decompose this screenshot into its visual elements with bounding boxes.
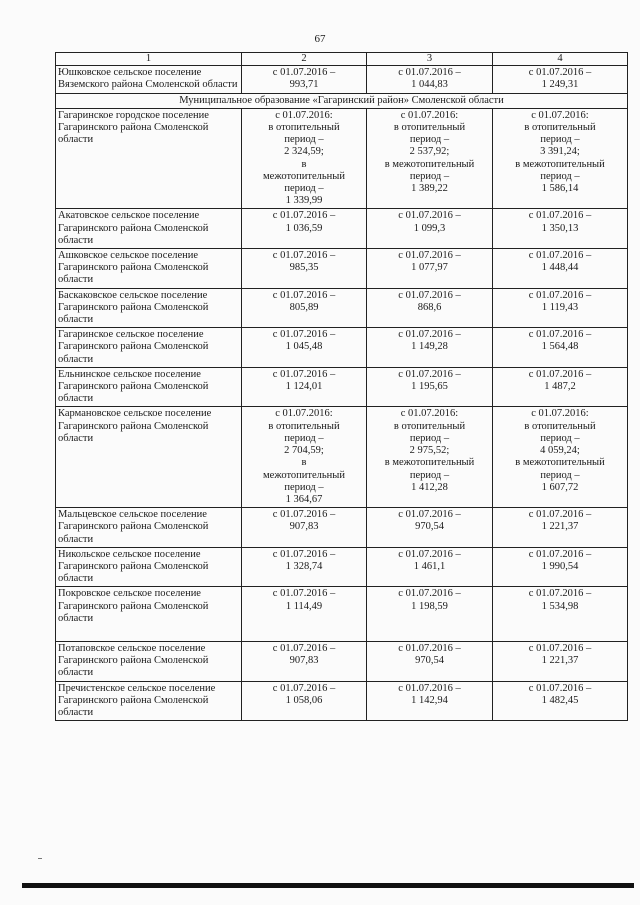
tariff-line: с 01.07.2016 –: [398, 509, 461, 521]
tariff-cell-v3: [367, 66, 493, 93]
tariff-cell-v3: [367, 587, 493, 642]
table-row: [56, 407, 628, 508]
table-row: [56, 108, 628, 209]
tariff-line: с 01.07.2016 –: [528, 210, 592, 222]
table-body-before: [56, 66, 628, 93]
tariff-line: с 01.07.2016 –: [272, 250, 336, 262]
tariff-line: в межотопительный: [384, 158, 475, 170]
settlement-name: Кармановское сельское поселение Гагаринского района Смоленской области: [56, 407, 242, 508]
tariff-line: 907,83: [289, 521, 319, 533]
table-row: [56, 367, 628, 407]
tariff-cell-v4: [493, 367, 628, 407]
tariff-line: 1 195,65: [411, 381, 448, 393]
tariff-cell-v4: [493, 407, 628, 508]
tariff-cell-v4: [493, 209, 628, 249]
tariff-line: 970,54: [415, 655, 444, 667]
section-body: [56, 93, 628, 108]
tariff-line: с 01.07.2016 –: [272, 509, 336, 521]
table-row: [56, 547, 628, 587]
tariff-line: 1 586,14: [541, 183, 579, 195]
tariff-line: 1 045,48: [285, 341, 323, 353]
tariff-cell-v4: [493, 108, 628, 209]
tariff-line: 1 124,01: [285, 381, 323, 393]
tariff-line: 1 058,06: [285, 694, 323, 706]
settlement-name: Ельнинское сельское поселение Гагаринского района Смоленской области: [56, 367, 242, 407]
settlement-name: Никольское сельское поселение Гагаринского района Смоленской области: [56, 547, 242, 587]
tariff-line: в: [301, 158, 307, 170]
tariff-line: с 01.07.2016 –: [528, 289, 592, 301]
tariff-line: период –: [540, 469, 580, 481]
tariff-cell-v3: [367, 209, 493, 249]
tariff-line: 1 221,37: [541, 521, 579, 533]
tariff-cell-v3: [367, 681, 493, 721]
tariff-table: [55, 52, 628, 721]
tariff-line: 993,71: [289, 79, 319, 91]
table-row: [56, 288, 628, 328]
tariff-cell-v4: [493, 587, 628, 642]
tariff-line: с 01.07.2016 –: [528, 329, 592, 341]
tariff-line: с 01.07.2016 –: [398, 329, 461, 341]
tariff-cell-v2: [242, 681, 367, 721]
tariff-line: 2 324,59;: [284, 146, 324, 158]
settlement-name: Потаповское сельское поселение Гагаринского района Смоленской области: [56, 641, 242, 681]
tariff-line: 1 114,49: [285, 600, 323, 612]
tariff-line: 985,35: [289, 262, 319, 274]
tariff-cell-v2: [242, 587, 367, 642]
tariff-line: 1 990,54: [541, 560, 579, 572]
tariff-line: период –: [409, 469, 450, 481]
tariff-line: с 01.07.2016 –: [272, 588, 336, 600]
tariff-cell-v2: [242, 66, 367, 93]
tariff-line: 1 099,3: [413, 222, 446, 234]
tariff-line: с 01.07.2016 –: [528, 682, 592, 694]
tariff-line: 1 249,31: [541, 79, 579, 91]
tariff-line: в отопительный: [393, 122, 466, 134]
tariff-line: с 01.07.2016 –: [272, 289, 336, 301]
tariff-line: 805,89: [289, 301, 319, 313]
tariff-line: 1 482,45: [541, 694, 579, 706]
tariff-line: 1 461,1: [413, 560, 446, 572]
tariff-line: 1 198,59: [411, 600, 448, 612]
tariff-line: с 01.07.2016:: [531, 109, 589, 121]
tariff-line: в отопительный: [393, 420, 466, 432]
tariff-line: 2 975,52;: [409, 445, 450, 457]
tariff-cell-v3: [367, 547, 493, 587]
tariff-line: период –: [540, 170, 580, 182]
tariff-line: 1 044,83: [411, 79, 448, 91]
tariff-line: с 01.07.2016 –: [272, 368, 336, 380]
tariff-line: период –: [284, 432, 324, 444]
tariff-line: 1 119,43: [541, 301, 579, 313]
column-number-row: [56, 53, 628, 66]
settlement-name: Покровское сельское поселение Гагаринского района Смоленской области: [56, 587, 242, 642]
tariff-cell-v3: [367, 328, 493, 368]
tariff-cell-v3: [367, 641, 493, 681]
tariff-cell-v3: [367, 108, 493, 209]
tariff-line: с 01.07.2016 –: [398, 682, 461, 694]
tariff-line: период –: [540, 432, 580, 444]
tariff-line: 1 149,28: [411, 341, 448, 353]
tariff-line: с 01.07.2016 –: [398, 588, 461, 600]
tariff-cell-v4: [493, 249, 628, 289]
tariff-cell-v2: [242, 641, 367, 681]
tariff-line: 1 564,48: [541, 341, 579, 353]
tariff-cell-v3: [367, 288, 493, 328]
tariff-line: период –: [409, 134, 450, 146]
tariff-line: 1 412,28: [411, 481, 448, 493]
tariff-line: с 01.07.2016:: [531, 408, 589, 420]
tariff-line: с 01.07.2016 –: [528, 509, 592, 521]
tariff-line: в отопительный: [524, 122, 596, 134]
table-row: [56, 66, 628, 93]
table-row: [56, 328, 628, 368]
table-body: [56, 108, 628, 720]
tariff-cell-v2: [242, 328, 367, 368]
tariff-line: с 01.07.2016 –: [398, 210, 461, 222]
tariff-cell-v4: [493, 641, 628, 681]
tariff-line: 1 328,74: [285, 560, 323, 572]
table-row: [56, 681, 628, 721]
tariff-cell-v2: [242, 508, 367, 548]
tariff-line: с 01.07.2016 –: [272, 67, 336, 79]
tariff-line: 1 534,98: [541, 600, 579, 612]
settlement-name: Пречистенское сельское поселение Гагаринского района Смоленской области: [56, 681, 242, 721]
tariff-cell-v2: [242, 209, 367, 249]
tariff-line: 1 036,59: [285, 222, 323, 234]
tariff-line: с 01.07.2016 –: [528, 588, 592, 600]
tariff-line: период –: [409, 170, 450, 182]
tariff-line: 907,83: [289, 655, 319, 667]
tariff-line: с 01.07.2016 –: [398, 250, 461, 262]
tariff-line: межотопительный: [263, 170, 345, 182]
tariff-line: с 01.07.2016 –: [528, 642, 592, 654]
tariff-line: 1 487,2: [544, 381, 576, 393]
tariff-line: с 01.07.2016:: [275, 408, 333, 420]
settlement-name: Акатовское сельское поселение Гагаринского района Смоленской области: [56, 209, 242, 249]
tariff-cell-v4: [493, 288, 628, 328]
section-title: Муниципальное образование «Гагаринский район» Смоленской области: [56, 93, 628, 108]
table-row: [56, 249, 628, 289]
tariff-line: период –: [284, 134, 324, 146]
tariff-cell-v3: [367, 508, 493, 548]
scan-mark: [38, 858, 42, 859]
settlement-name: Мальцевское сельское поселение Гагаринского района Смоленской области: [56, 508, 242, 548]
tariff-line: 2 704,59;: [284, 445, 324, 457]
tariff-cell-v2: [242, 547, 367, 587]
column-number: 2: [242, 53, 367, 66]
tariff-line: с 01.07.2016 –: [272, 329, 336, 341]
tariff-line: в отопительный: [268, 122, 340, 134]
table-row: [56, 508, 628, 548]
settlement-name: Юшковское сельское поселение Вяземского района Смоленской области: [56, 66, 242, 93]
tariff-line: 4 059,24;: [540, 445, 580, 457]
tariff-line: с 01.07.2016 –: [528, 250, 592, 262]
tariff-line: в отопительный: [524, 420, 596, 432]
tariff-line: с 01.07.2016 –: [272, 682, 336, 694]
tariff-line: с 01.07.2016:: [275, 109, 333, 121]
tariff-cell-v2: [242, 108, 367, 209]
tariff-line: период –: [540, 134, 580, 146]
table-row: [56, 209, 628, 249]
tariff-line: период –: [284, 183, 324, 195]
tariff-line: 1 389,22: [411, 183, 448, 195]
tariff-cell-v3: [367, 249, 493, 289]
tariff-line: 1 448,44: [541, 262, 579, 274]
tariff-line: с 01.07.2016:: [400, 408, 459, 420]
section-row: [56, 93, 628, 108]
tariff-cell-v4: [493, 681, 628, 721]
tariff-line: с 01.07.2016 –: [272, 642, 336, 654]
tariff-cell-v4: [493, 66, 628, 93]
tariff-cell-v3: [367, 367, 493, 407]
tariff-line: с 01.07.2016 –: [398, 289, 461, 301]
tariff-line: с 01.07.2016 –: [528, 368, 592, 380]
tariff-cell-v3: [367, 407, 493, 508]
settlement-name: Гагаринское городское поселение Гагаринского района Смоленской области: [56, 108, 242, 209]
tariff-line: 1 077,97: [411, 262, 448, 274]
bottom-rule: [22, 883, 634, 888]
tariff-line: 1 339,99: [285, 195, 323, 207]
settlement-name: Ашковское сельское поселение Гагаринского района Смоленской области: [56, 249, 242, 289]
tariff-cell-v2: [242, 407, 367, 508]
tariff-line: в межотопительный: [384, 457, 475, 469]
tariff-line: период –: [284, 481, 324, 493]
tariff-line: 868,6: [417, 301, 442, 313]
tariff-line: с 01.07.2016 –: [528, 67, 592, 79]
tariff-cell-v2: [242, 367, 367, 407]
tariff-line: в отопительный: [268, 420, 340, 432]
tariff-line: в межотопительный: [515, 158, 605, 170]
tariff-line: в межотопительный: [515, 457, 605, 469]
tariff-line: 1 142,94: [411, 694, 448, 706]
table-row: [56, 641, 628, 681]
tariff-line: с 01.07.2016 –: [398, 642, 461, 654]
tariff-line: межотопительный: [263, 469, 345, 481]
tariff-line: 1 607,72: [541, 481, 579, 493]
tariff-line: 1 221,37: [541, 655, 579, 667]
tariff-cell-v4: [493, 328, 628, 368]
tariff-line: 1 364,67: [285, 493, 323, 505]
tariff-line: с 01.07.2016 –: [528, 548, 592, 560]
column-number: 1: [56, 53, 242, 66]
tariff-line: с 01.07.2016 –: [272, 210, 336, 222]
tariff-line: период –: [409, 432, 450, 444]
tariff-line: с 01.07.2016 –: [398, 548, 461, 560]
page-number: 67: [314, 33, 326, 45]
settlement-name: Гагаринское сельское поселение Гагаринского района Смоленской области: [56, 328, 242, 368]
settlement-name: Баскаковское сельское поселение Гагаринского района Смоленской области: [56, 288, 242, 328]
tariff-cell-v2: [242, 288, 367, 328]
tariff-line: с 01.07.2016 –: [398, 67, 461, 79]
column-number: 4: [493, 53, 628, 66]
tariff-cell-v4: [493, 547, 628, 587]
tariff-cell-v2: [242, 249, 367, 289]
tariff-line: 1 350,13: [541, 222, 579, 234]
tariff-line: с 01.07.2016 –: [272, 548, 336, 560]
tariff-line: 3 391,24;: [540, 146, 580, 158]
table-row: [56, 587, 628, 642]
tariff-line: 970,54: [415, 521, 444, 533]
column-number: 3: [367, 53, 493, 66]
tariff-line: с 01.07.2016 –: [398, 368, 461, 380]
tariff-line: 2 537,92;: [409, 146, 450, 158]
tariff-line: в: [301, 457, 307, 469]
tariff-line: с 01.07.2016:: [400, 109, 459, 121]
tariff-cell-v4: [493, 508, 628, 548]
